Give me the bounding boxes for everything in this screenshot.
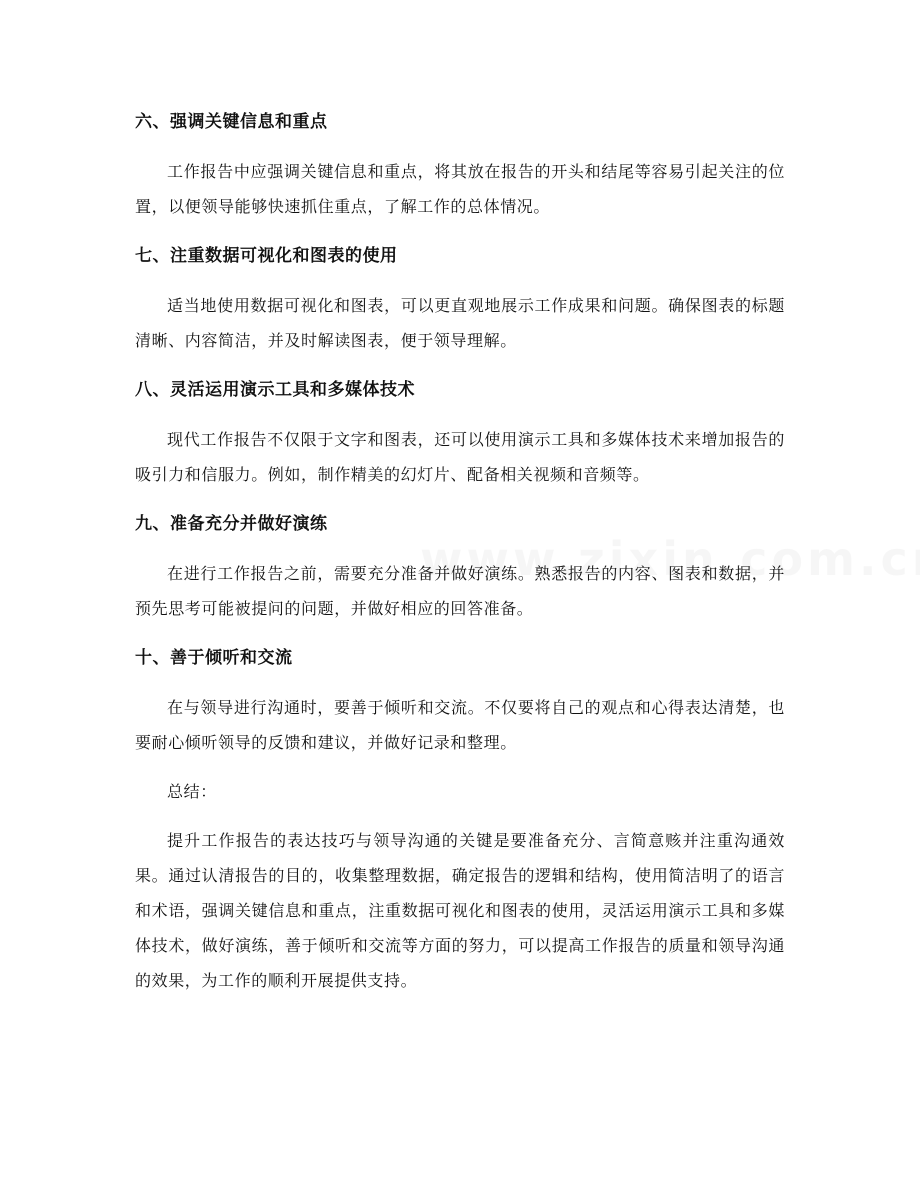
section-heading-10: 十、善于倾听和交流	[135, 648, 293, 668]
section-body-7: 适当地使用数据可视化和图表，可以更直观地展示工作成果和问题。确保图表的标题清晰、内容简洁，并及时解读图表，便于领导理解。	[135, 296, 785, 350]
section-body-6: 工作报告中应强调关键信息和重点，将其放在报告的开头和结尾等容易引起关注的位置，以便领导能够快速抓住重点，了解工作的总体情况。	[135, 162, 785, 216]
section-heading-8: 八、灵活运用演示工具和多媒体技术	[135, 380, 415, 400]
section-body-10: 在与领导进行沟通时，要善于倾听和交流。不仅要将自己的观点和心得表达清楚，也要耐心倾听领导的反馈和建议，并做好记录和整理。	[135, 698, 785, 752]
section-heading-9: 九、准备充分并做好演练	[135, 514, 328, 534]
document-content	[135, 104, 785, 1012]
section-heading-7: 七、注重数据可视化和图表的使用	[135, 246, 398, 266]
section-body-8: 现代工作报告不仅限于文字和图表，还可以使用演示工具和多媒体技术来增加报告的吸引力和信服力。例如，制作精美的幻灯片、配备相关视频和音频等。	[135, 430, 785, 484]
summary-label: 总结：	[167, 782, 217, 801]
summary-body: 提升工作报告的表达技巧与领导沟通的关键是要准备充分、言简意赅并注重沟通效果。通过认清报告的目的，收集整理数据，确定报告的逻辑和结构，使用简洁明了的语言和术语，强调关键信息和重点，注重数据可视化和图表的使用，灵活运用演示工具和多媒体技术，做好演练，善于倾听和交流等方面的努力，可以提高工作报告的质量和领导沟通的效果，为工作的顺利开展提供支持。	[135, 831, 785, 990]
section-heading-6: 六、强调关键信息和重点	[135, 112, 328, 132]
section-body-9: 在进行工作报告之前，需要充分准备并做好演练。熟悉报告的内容、图表和数据，并预先思考可能被提问的问题，并做好相应的回答准备。	[135, 564, 785, 618]
